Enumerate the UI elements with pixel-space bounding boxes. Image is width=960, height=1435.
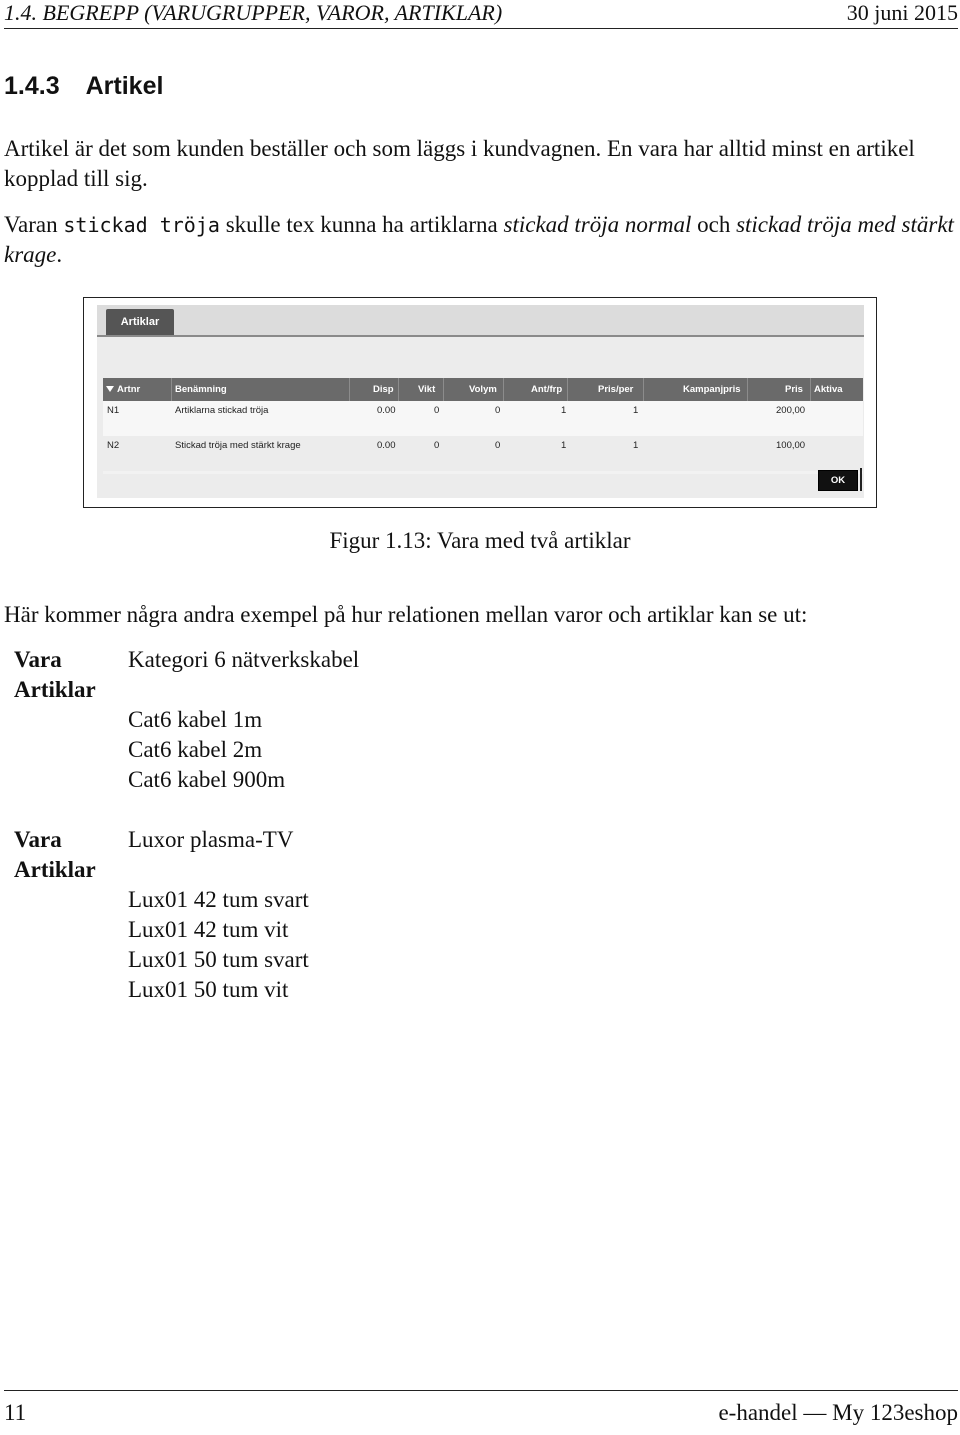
article-name-2: stickad tröja med stärkt krage <box>4 212 954 267</box>
cell-prisper: 1 <box>633 405 639 416</box>
paragraph-example <box>4 210 960 270</box>
cell-antfrp: 1 <box>561 405 567 416</box>
paragraph-intro-examples: Här kommer några andra exempel på hur relationen mellan varor och artiklar kan se ut: <box>4 602 808 627</box>
example-vara-label: Vara <box>14 827 62 852</box>
example-vara-value: Luxor plasma-TV <box>128 827 294 852</box>
column-header-pris[interactable]: Pris <box>785 384 803 395</box>
column-header-antfrp[interactable]: Ant/frp <box>531 384 563 395</box>
column-header-aktiva[interactable]: Aktiva <box>814 384 843 395</box>
example-artikel: Lux01 50 tum svart <box>128 947 309 972</box>
footer-title: e-handel — My 123eshop <box>718 1400 958 1425</box>
para-text: och <box>691 212 737 237</box>
cell-volym: 0 <box>495 440 501 451</box>
page-number: 11 <box>4 1400 27 1425</box>
page-footer <box>4 1390 958 1429</box>
figure-screenshot <box>83 297 877 508</box>
column-header-artnr[interactable]: Artnr <box>106 378 140 401</box>
cell-vikt: 0 <box>434 440 440 451</box>
column-header-vikt[interactable]: Vikt <box>418 384 436 395</box>
code-vara: stickad tröja <box>63 213 220 237</box>
example-artikel: Cat6 kabel 2m <box>128 737 263 762</box>
example-vara-label: Vara <box>14 647 62 672</box>
sort-down-icon[interactable] <box>106 386 114 392</box>
dialog-edge <box>860 468 862 491</box>
example-artikel: Lux01 42 tum vit <box>128 917 289 942</box>
table-header <box>103 378 863 401</box>
cell-pris: 200,00 <box>776 405 806 416</box>
cell-disp: 0.00 <box>377 405 396 416</box>
para-text: Varan <box>4 212 64 237</box>
column-header-volym[interactable]: Volym <box>469 384 497 395</box>
cell-artnr: N1 <box>107 405 120 416</box>
column-header-benamning[interactable]: Benämning <box>175 384 227 395</box>
example-artikel: Lux01 42 tum svart <box>128 887 309 912</box>
header-date: 30 juni 2015 <box>846 0 958 25</box>
table-row[interactable] <box>103 401 863 437</box>
column-header-kampanjpris[interactable]: Kampanjpris <box>683 384 741 395</box>
example-artiklar-label: Artiklar <box>14 857 96 882</box>
paragraph-definition: Artikel är det som kunden beställer och som läggs i kundvagnen. En vara har alltid minst en artikel kopplad till sig. <box>4 136 915 191</box>
example-artikel: Lux01 50 tum vit <box>128 977 289 1002</box>
tab-bar <box>97 305 864 337</box>
example-artikel: Cat6 kabel 900m <box>128 767 286 792</box>
cell-benamning: Stickad tröja med stärkt krage <box>175 440 301 451</box>
example-artikel: Cat6 kabel 1m <box>128 707 263 732</box>
cell-prisper: 1 <box>633 440 639 451</box>
cell-artnr: N2 <box>107 440 120 451</box>
table-row[interactable] <box>103 436 863 471</box>
tab-artiklar[interactable]: Artiklar <box>106 309 174 335</box>
section-title: Artikel <box>85 72 164 100</box>
cell-pris: 100,00 <box>776 440 806 451</box>
ok-button[interactable]: OK <box>818 470 858 491</box>
example-artiklar-label: Artiklar <box>14 677 96 702</box>
column-header-prisper[interactable]: Pris/per <box>598 384 634 395</box>
running-header <box>4 0 958 29</box>
cell-benamning: Artiklarna stickad tröja <box>175 405 269 416</box>
section-heading <box>4 70 163 102</box>
header-section-title: 1.4. BEGREPP (VARUGRUPPER, VAROR, ARTIKLAR) <box>4 0 503 25</box>
cell-antfrp: 1 <box>561 440 567 451</box>
para-text: skulle tex kunna ha artiklarna <box>219 212 504 237</box>
para-text: . <box>56 242 63 267</box>
column-header-disp[interactable]: Disp <box>373 384 394 395</box>
figure-caption: Figur 1.13: Vara med två artiklar <box>329 528 631 553</box>
cell-vikt: 0 <box>434 405 440 416</box>
articles-table <box>103 378 863 474</box>
cell-disp: 0.00 <box>377 440 396 451</box>
cell-volym: 0 <box>495 405 501 416</box>
section-number: 1.4.3 <box>4 72 60 100</box>
articles-dialog <box>97 305 864 498</box>
article-name-1: stickad tröja normal <box>503 212 692 237</box>
example-vara-value: Kategori 6 nätverkskabel <box>128 647 360 672</box>
